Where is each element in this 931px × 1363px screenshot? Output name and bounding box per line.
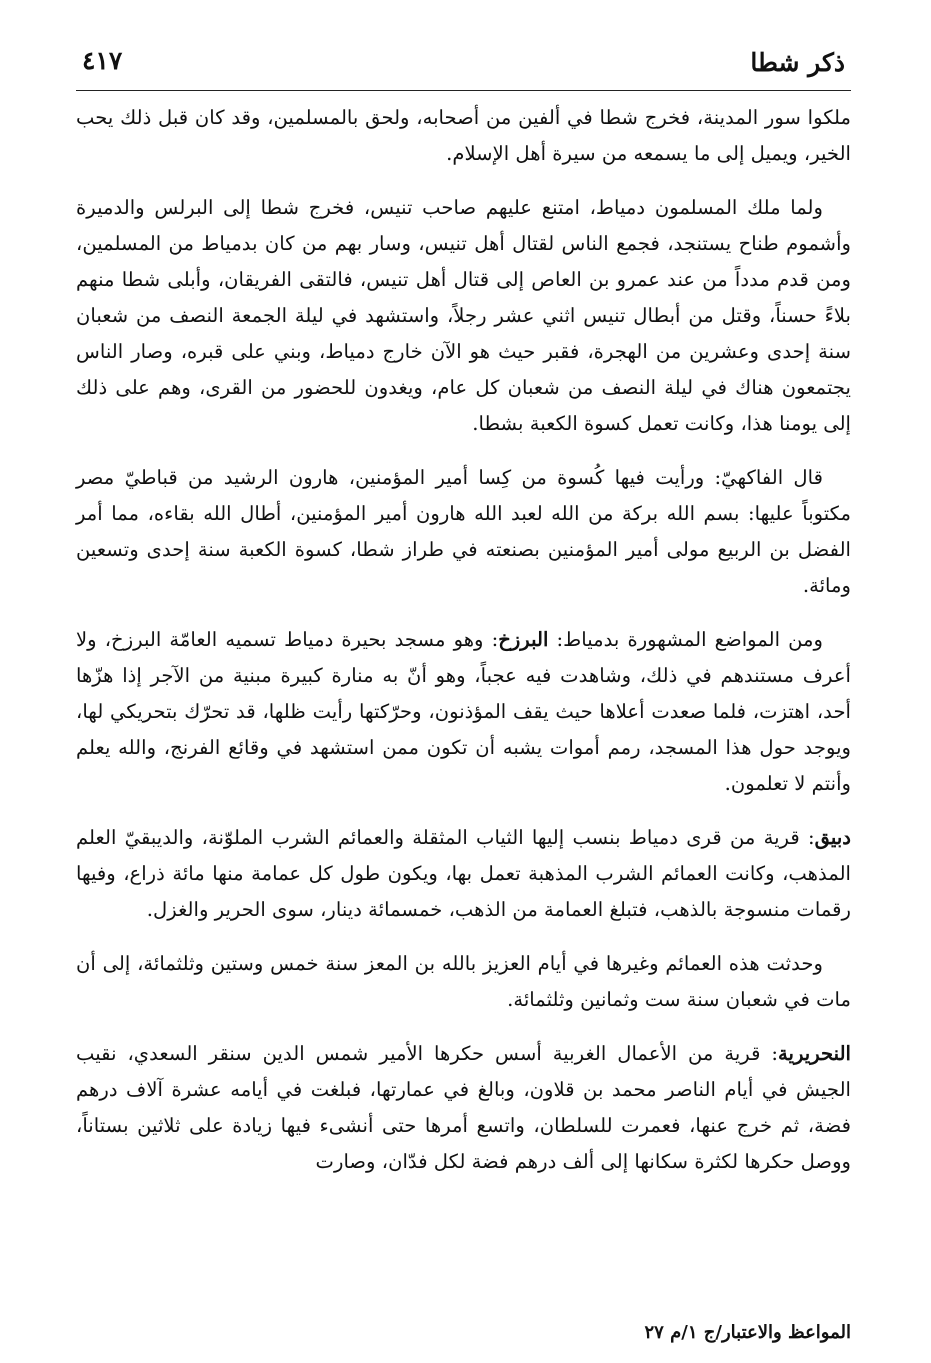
paragraph-text: ملكوا سور المدينة، فخرج شطا في ألفين من أصحابه، ولحق بالمسلمين، وقد كان قبل ذلك يحب الخير، ويميل إلى ما يسمعه من سيرة أهل الإسلام. <box>76 106 851 165</box>
entry-keyword: البرزخ <box>498 628 549 651</box>
paragraph-continuation <box>76 100 851 172</box>
page-body <box>76 100 851 1198</box>
paragraph-barzakh <box>76 622 851 802</box>
paragraph-prefix: ومن المواضع المشهورة بدمياط: <box>548 628 823 651</box>
page-footer-signature: المواعظ والاعتبار/ج ١/م ٢٧ <box>644 1322 851 1343</box>
page-header <box>76 44 851 91</box>
page-number: ٤١٧ <box>82 46 123 75</box>
paragraph-shata <box>76 190 851 442</box>
paragraph-text: : قرية من الأعمال الغربية أسس حكرها الأمير شمس الدين سنقر السعدي، نقيب الجيش في أيام الناصر محمد بن قلاون، وبالغ في عمارتها، فبلغت في أيامه عشرة آلاف درهم فضة، ثم خرج عنها، فعمرت للسلطان، واتسع أمرها حتى أنشىء فيها زيادة على ثلاثين بستاناً، ووصل حكرها لكثرة سكانها إلى ألف درهم فضة لكل فدّان، وصارت <box>76 1042 851 1173</box>
paragraph-text: ولما ملك المسلمون دمياط، امتنع عليهم صاحب تنيس، فخرج شطا إلى البرلس والدميرة وأشموم طناح يستنجد، فجمع الناس لقتال أهل تنيس، وسار بهم من كان بدمياط من المسلمين، ومن قدم مدداً من عند عمرو بن العاص إلى قتال أهل تنيس، فالتقى الفريقان، وأبلى شطا منهم بلاءً حسناً، وقتل من أبطال تنيس اثني عشر رجلاً، واستشهد في ليلة الجمعة النصف من شعبان سنة إحدى وعشرين من الهجرة، فقبر حيث هو الآن خارج دمياط، وبني على قبره، وصار الناس يجتمعون هناك في ليلة النصف من شعبان كل عام، ويغدون للحضور من القرى، وهم على ذلك إلى يومنا هذا، وكانت تعمل كسوة الكعبة بشطا. <box>76 196 851 435</box>
paragraph-text: : قرية من قرى دمياط بنسب إليها الثياب المثقلة والعمائم الشرب الملوّنة، والديبقيّ العلم المذهب، وكانت العمائم الشرب المذهبة تعمل بها، ويكون طول كل عمامة منها مائة ذراع، وفيها رقمات منسوجة بالذهب، فتبلغ العمامة من الذهب، خمسمائة دينار، سوى الحرير والغزل. <box>76 826 851 921</box>
paragraph-aziz <box>76 946 851 1018</box>
paragraph-text: وحدثت هذه العمائم وغيرها في أيام العزيز بالله بن المعز سنة خمس وستين وثلثمائة، إلى أن مات في شعبان سنة ست وثمانين وثلثمائة. <box>76 952 851 1011</box>
running-title: ذكر شطا <box>750 48 845 77</box>
paragraph-text: قال الفاكهيّ: ورأيت فيها كُسوة من كِسا أمير المؤمنين، هارون الرشيد من قباطيّ مصر مكتوباً عليها: بسم الله بركة من الله لعبد الله هارون أمير المؤمنين، أطال الله بقاءه، مما أمر الفضل بن الربيع مولى أمير المؤمنين بصنعته في طراز شطا، كسوة الكعبة سنة إحدى وتسعين ومائة. <box>76 466 851 597</box>
paragraph-nahririya <box>76 1036 851 1180</box>
entry-keyword: دبيق <box>814 826 851 849</box>
paragraph-dabiq <box>76 820 851 928</box>
paragraph-fakihi <box>76 460 851 604</box>
paragraph-text: : وهو مسجد بحيرة دمياط تسميه العامّة البرزخ، ولا أعرف مستندهم في ذلك، وشاهدت فيه عجباً، وهو أنّ به منارة كبيرة مبنية من الآجر إذا هزّها أحد، اهتزت، فلما صعدت أعلاها حيث يقف المؤذنون، وحرّكتها رأيت ظلها، قد تحرّك بتحريكي لها، ويوجد حول هذا المسجد، رمم أموات يشبه أن تكون ممن استشهد في وقائع الفرنج، والله يعلم وأنتم لا تعلمون. <box>76 628 851 795</box>
entry-keyword: النحريرية <box>777 1042 851 1065</box>
